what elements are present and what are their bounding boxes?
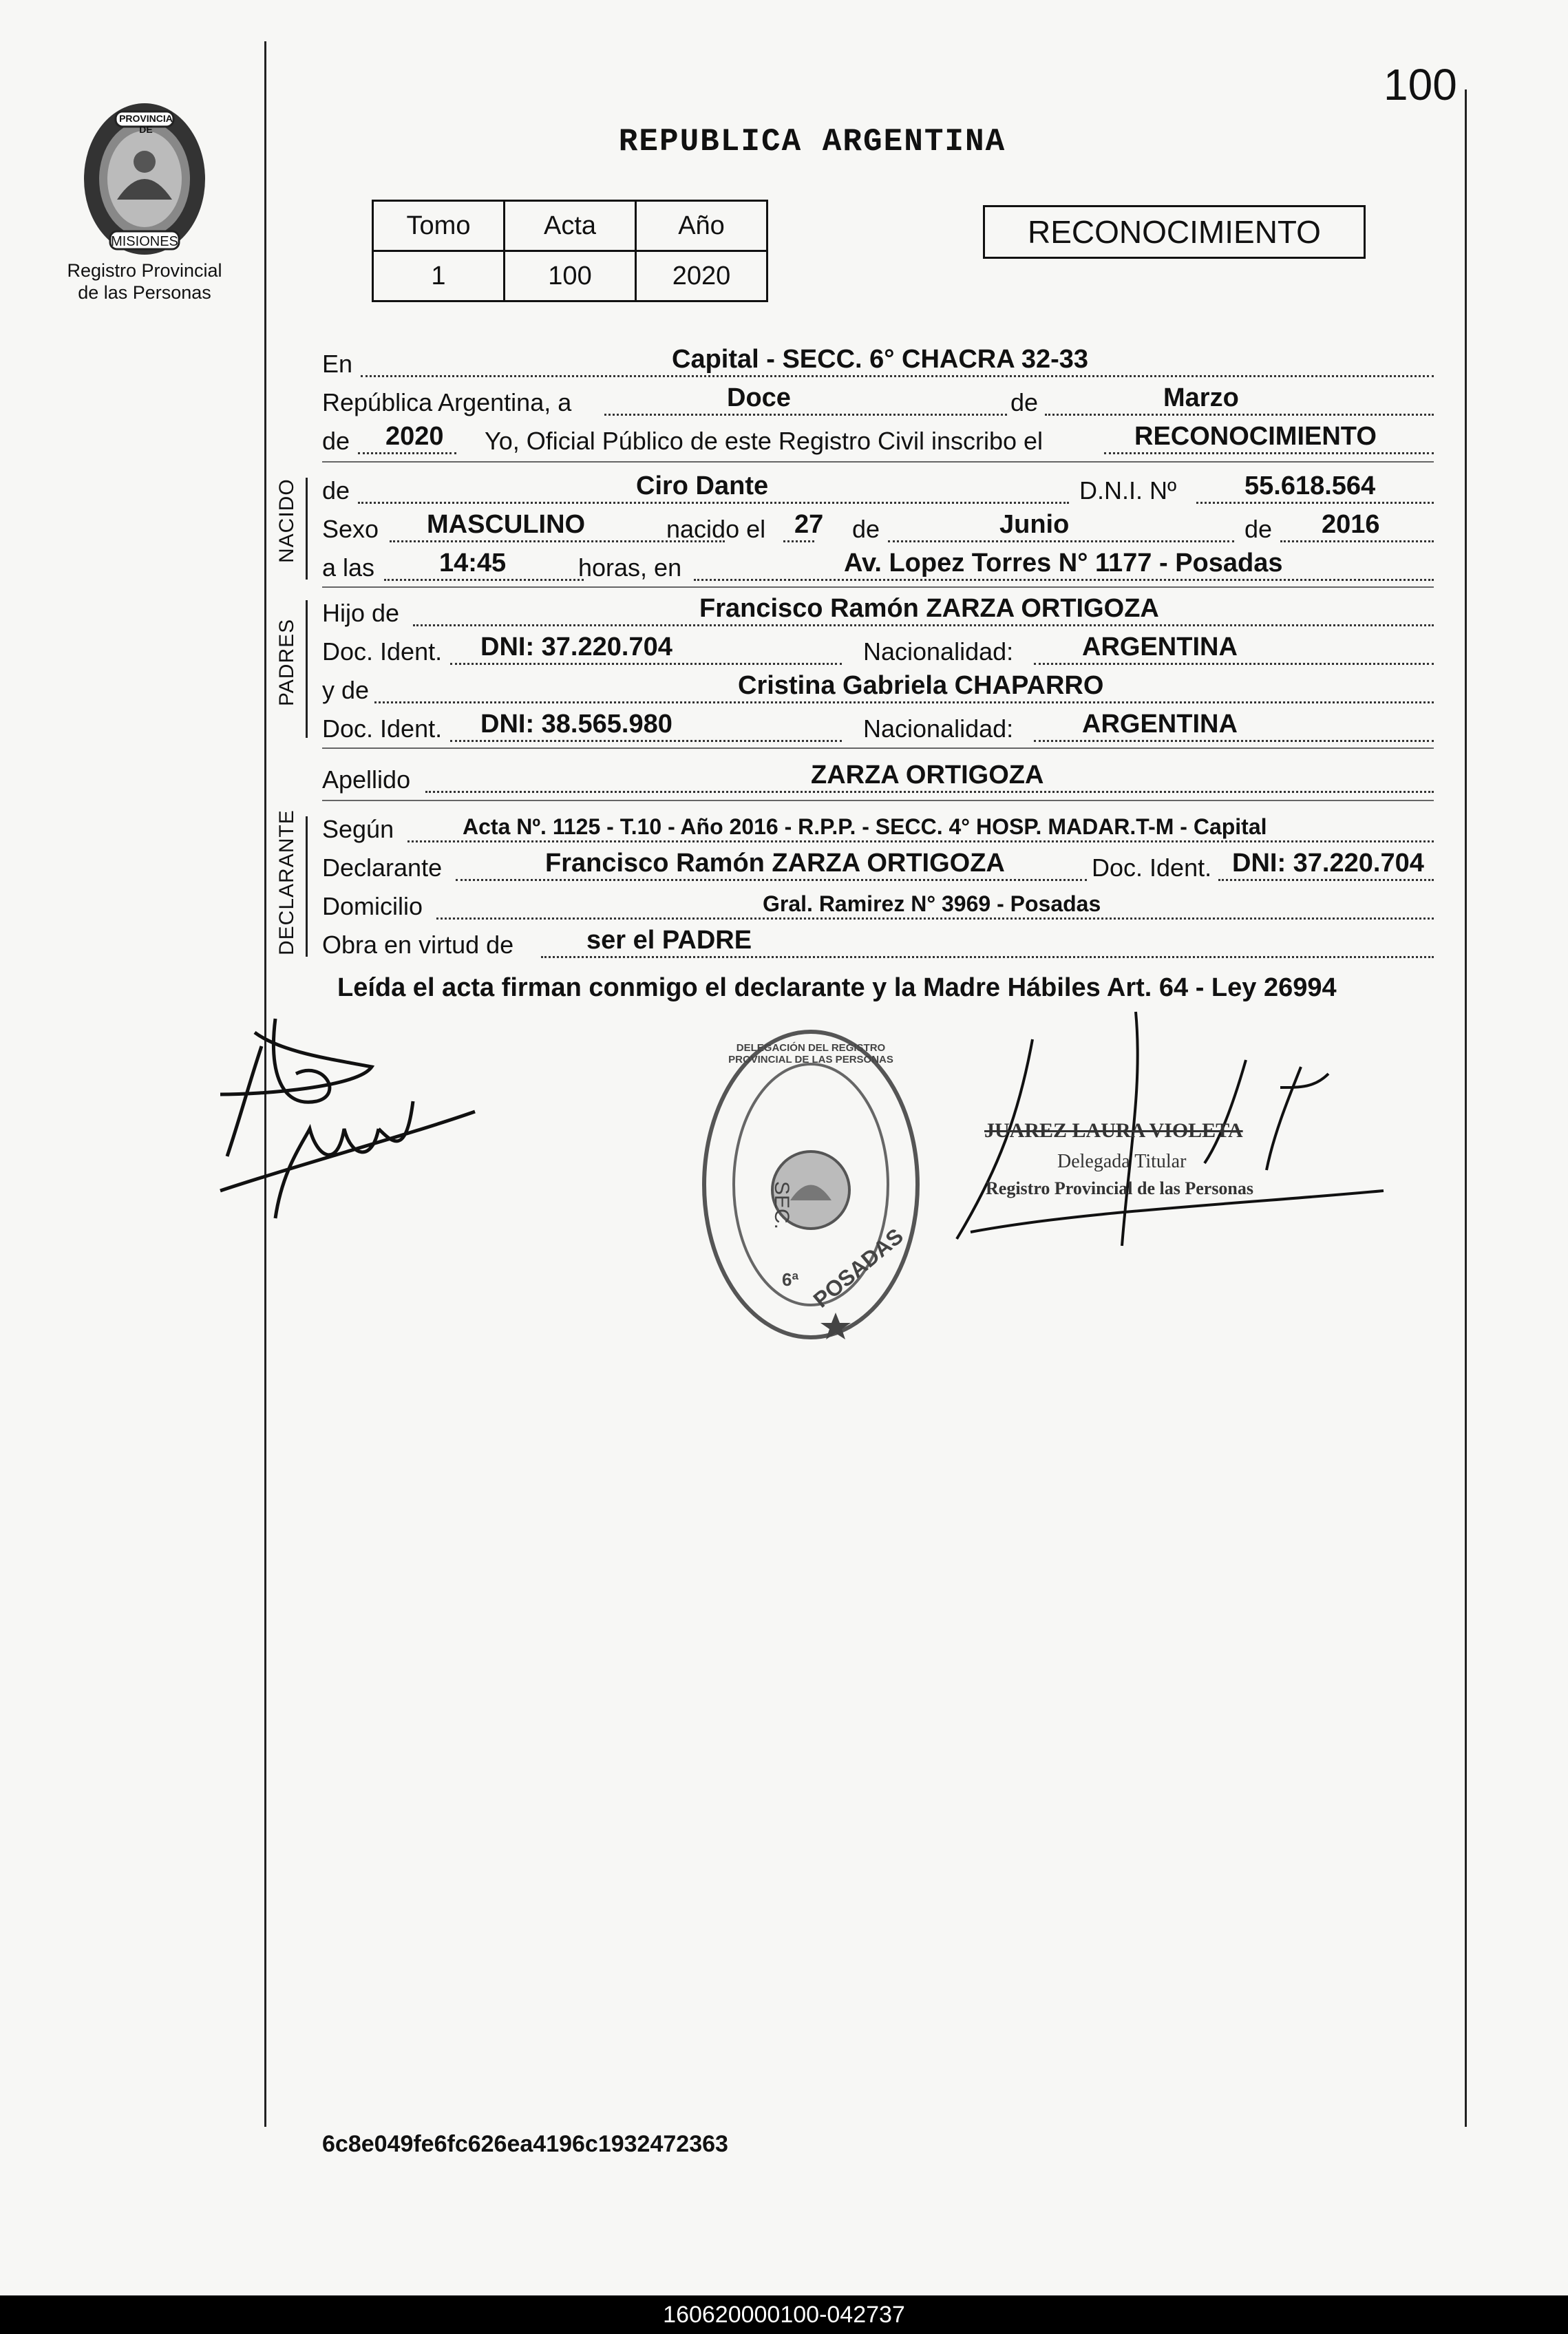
tomo-header: Tomo (373, 201, 505, 251)
apellido-label: Apellido (322, 765, 411, 794)
anio-header: Año (636, 201, 767, 251)
de3-label: de (322, 476, 350, 505)
doc2-label: Doc. Ident. (322, 714, 443, 743)
row-en (322, 344, 1434, 381)
section-label-padres: PADRES (275, 618, 298, 706)
divider (322, 586, 1434, 588)
section-bar-declarante (306, 816, 308, 957)
dia-value: Doce (727, 383, 791, 412)
en-value: Capital - SECC. 6° CHACRA 32-33 (672, 345, 1089, 374)
segun-value: Acta Nº. 1125 - T.10 - Año 2016 - R.P.P. - SECC. 4° HOSP. MADAR.T-M - Capital (463, 814, 1267, 839)
declarante-value: Francisco Ramón ZARZA ORTIGOZA (545, 849, 1005, 878)
padre-nac-value: ARGENTINA (1082, 633, 1238, 661)
dni-label: D.N.I. Nº (1079, 476, 1177, 505)
dotted-line (450, 740, 842, 742)
lugar-value: Av. Lopez Torres N° 1177 - Posadas (844, 549, 1283, 577)
dni-value: 55.618.564 (1244, 471, 1376, 500)
seal-top-text: PROVINCIA DE (119, 113, 173, 135)
mes-value: Marzo (1163, 383, 1239, 412)
row-nombre (322, 471, 1434, 508)
padre-value: Francisco Ramón ZARZA ORTIGOZA (699, 594, 1159, 623)
dotted-line (374, 701, 1434, 703)
stamp-city: POSADAS (808, 1223, 908, 1313)
dotted-line (425, 791, 1434, 793)
section-bar-nacido (306, 478, 308, 580)
section-label-nacido: NACIDO (275, 478, 298, 563)
oficial-text: Yo, Oficial Público de este Registro Civil inscribo el (485, 427, 1043, 455)
row-hora (322, 548, 1434, 585)
dotted-line (1034, 740, 1434, 742)
official-title: Delegada Titular (1057, 1151, 1187, 1172)
padre-doc-value: DNI: 37.220.704 (480, 633, 672, 661)
nacido-label: nacido el (666, 515, 766, 543)
republica-label: República Argentina, a (322, 388, 572, 416)
nac-label: Nacionalidad: (863, 637, 1014, 666)
row-republica (322, 383, 1434, 420)
de5-label: de (1244, 515, 1273, 543)
official-name: JUAREZ LAURA VIOLETA (984, 1119, 1243, 1142)
domicilio-label: Domicilio (322, 892, 423, 920)
dotted-line (1218, 879, 1434, 881)
dotted-line (384, 579, 584, 581)
row-apellido (322, 760, 1434, 797)
acta-header: Acta (505, 201, 636, 251)
hora-value: 14:45 (439, 549, 507, 577)
stamp-sec-no: 6ª (782, 1269, 799, 1290)
footer-code-bar: 160620000100-042737 (0, 2295, 1568, 2334)
segun-label: Según (322, 815, 394, 843)
dotted-line (436, 917, 1434, 920)
dotted-line (407, 840, 1434, 842)
obra-value: ser el PADRE (586, 926, 752, 955)
inscribo-value: RECONOCIMIENTO (1134, 422, 1377, 451)
dotted-line (1280, 540, 1434, 542)
official-office: Registro Provincial de las Personas (986, 1178, 1254, 1198)
seal-bottom-text: MISIONES (111, 234, 178, 249)
doc-label: Doc. Ident. (322, 637, 443, 666)
province-logo (69, 96, 220, 262)
closing-text: Leída el acta firman conmigo el declarante y la Madre Hábiles Art. 64 - Ley 26994 (337, 973, 1337, 1002)
row-domicilio (322, 887, 1434, 924)
page-title: REPUBLICA ARGENTINA (618, 124, 1006, 160)
en-label: En (322, 350, 353, 378)
declarante-label: Declarante (322, 853, 443, 882)
right-margin-line (1465, 89, 1467, 2127)
document-hash: 6c8e049fe6fc626ea4196c1932472363 (322, 2131, 728, 2157)
anio-inscripcion: 2020 (385, 422, 444, 451)
de2-label: de (322, 427, 350, 455)
official-stamp (701, 1028, 921, 1341)
yde-label: y de (322, 676, 370, 704)
dotted-line (1196, 502, 1434, 504)
dotted-line (1034, 663, 1434, 665)
dotted-line (413, 624, 1434, 626)
dotted-line (888, 540, 1234, 542)
tomo-value: 1 (373, 251, 505, 301)
domicilio-value: Gral. Ramirez N° 3969 - Posadas (763, 891, 1101, 916)
row-madre (322, 670, 1434, 708)
row-declarante (322, 848, 1434, 885)
divider (322, 461, 1434, 463)
nac-anio-value: 2016 (1322, 510, 1380, 539)
row-padre-doc (322, 632, 1434, 669)
declarante-doc-value: DNI: 37.220.704 (1232, 849, 1424, 878)
sexo-value: MASCULINO (427, 510, 586, 539)
acta-value: 100 (505, 251, 636, 301)
obra-label: Obra en virtud de (322, 931, 514, 959)
de4-label: de (852, 515, 880, 543)
row-sexo (322, 509, 1434, 547)
anio-value: 2020 (636, 251, 767, 301)
page-number: 100 (1384, 60, 1457, 109)
divider (322, 747, 1434, 749)
row-madre-doc (322, 709, 1434, 746)
madre-doc-value: DNI: 38.565.980 (480, 710, 672, 739)
doc3-label: Doc. Ident. (1092, 853, 1212, 882)
sexo-label: Sexo (322, 515, 379, 543)
section-bar-padres (306, 600, 308, 738)
dotted-line (783, 540, 814, 542)
dotted-line (694, 579, 1434, 581)
dotted-line (456, 879, 1087, 881)
row-obra (322, 925, 1434, 962)
logo-caption-1: Registro Provincial (67, 260, 222, 281)
dotted-line (1045, 414, 1434, 416)
row-segun (322, 809, 1434, 847)
row-hijo (322, 593, 1434, 630)
nombre-value: Ciro Dante (636, 471, 769, 500)
nac-dia-value: 27 (794, 510, 824, 539)
dotted-line (358, 502, 1069, 504)
logo-caption-2: de las Personas (78, 282, 211, 303)
stamp-sec: SEC. (770, 1180, 794, 1230)
dotted-line (358, 452, 456, 454)
record-table (372, 200, 768, 302)
horas-label: horas, en (578, 553, 682, 582)
dotted-line (541, 956, 1434, 958)
section-label-declarante: DECLARANTE (275, 809, 298, 955)
dotted-line (450, 663, 842, 665)
nac2-label: Nacionalidad: (863, 714, 1014, 743)
alas-label: a las (322, 553, 375, 582)
dotted-line (1104, 452, 1434, 454)
doc-type-box: RECONOCIMIENTO (983, 205, 1366, 259)
madre-value: Cristina Gabriela CHAPARRO (738, 671, 1104, 700)
madre-nac-value: ARGENTINA (1082, 710, 1238, 739)
divider (322, 800, 1434, 801)
row-inscribo (322, 421, 1434, 458)
stamp-ring-text: DELEGACIÓN DEL REGISTRO PROVINCIAL DE LAS PERSONAS (728, 1042, 893, 1065)
dotted-line (604, 414, 1007, 416)
nac-mes-value: Junio (999, 510, 1070, 539)
hijo-label: Hijo de (322, 599, 400, 627)
dotted-line (361, 375, 1434, 377)
apellido-value: ZARZA ORTIGOZA (811, 761, 1044, 789)
de-label: de (1010, 388, 1039, 416)
declarant-signature (200, 991, 489, 1239)
